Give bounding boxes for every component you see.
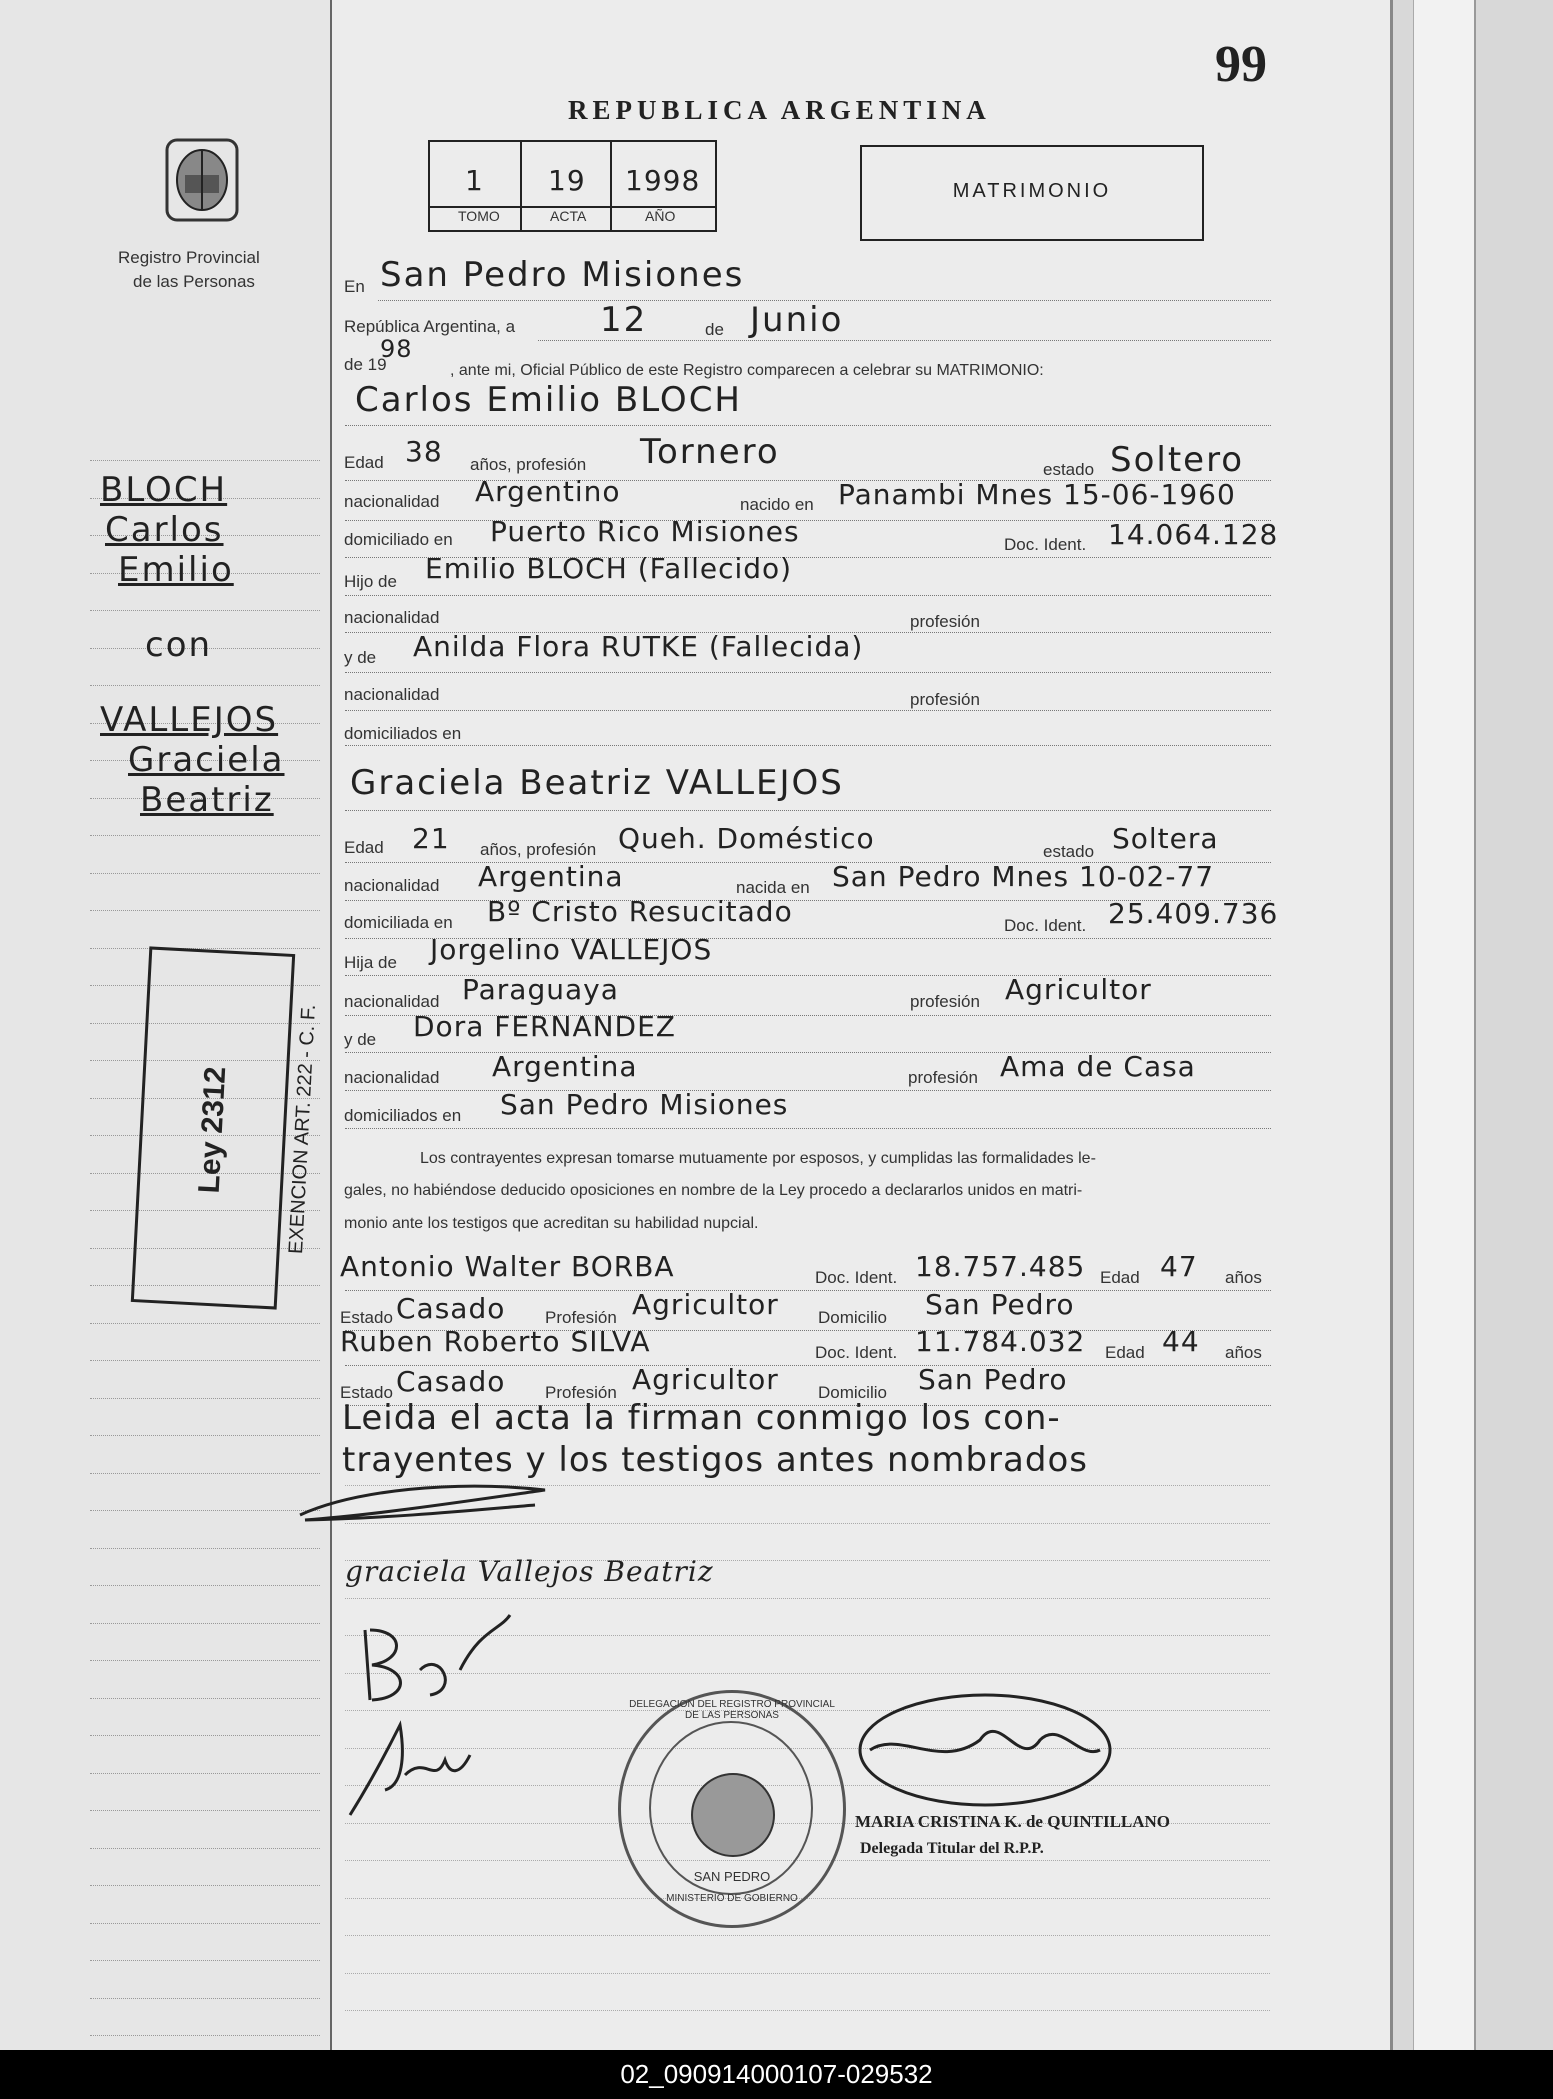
margin-rule [90, 1735, 320, 1736]
bride-nac2-label: nacionalidad [344, 992, 440, 1011]
witness2-prof-label: Profesión [545, 1383, 617, 1402]
declaration-line3: monio ante los testigos que acreditan su habilidad nupcial. [344, 1215, 759, 1232]
tomo-value: 1 [465, 164, 484, 197]
groom-padre: Emilio BLOCH (Fallecido) [425, 552, 793, 585]
margin-rule [90, 1623, 320, 1624]
margin-surname2: VALLEJOS [100, 700, 279, 740]
seal-city: SAN PEDRO [693, 1869, 771, 1884]
footer-id: 02_090914000107-029532 [0, 2050, 1553, 2099]
bride-padre-prof: Agricultor [1005, 973, 1152, 1006]
bride-prof2-label: profesión [910, 992, 980, 1011]
witness2-doc-label: Doc. Ident. [815, 1343, 898, 1362]
margin-rule [90, 1360, 320, 1361]
law-stamp [131, 946, 321, 1309]
margin-surname: BLOCH [100, 470, 228, 510]
groom-nac2-label: nacionalidad [344, 608, 440, 627]
bride-domicilio: Bº Cristo Resucitado [487, 895, 793, 928]
bride-prof3-label: profesión [908, 1068, 978, 1087]
official-name: MARIA CRISTINA K. de QUINTILLANO [855, 1812, 1171, 1831]
bride-profesion: Queh. Doméstico [618, 822, 875, 855]
office-line2: de las Personas [133, 272, 255, 291]
bride-padre-nac: Paraguaya [462, 973, 619, 1006]
groom-estado: Soltero [1110, 440, 1245, 480]
witness1-doc: 18.757.485 [915, 1250, 1086, 1283]
witness2-edad: 44 [1162, 1325, 1200, 1358]
margin-rule [90, 610, 320, 611]
date-de: de [705, 320, 724, 339]
seal-ministry: MINISTERIO DE GOBIERNO [666, 1893, 798, 1904]
office-line1: Registro Provincial [118, 248, 260, 267]
bride-nacida-label: nacida en [736, 878, 810, 897]
bride-nac-label: nacionalidad [344, 876, 440, 895]
page-rule [345, 1973, 1270, 1974]
bride-nac3-label: nacionalidad [344, 1068, 440, 1087]
margin-rule [90, 2035, 320, 2036]
witness2-edad-label: Edad [1105, 1343, 1145, 1362]
groom-yde-label: y de [344, 648, 377, 667]
coat-of-arms-icon [155, 130, 250, 230]
law-stamp-text: Ley 2312 [192, 1065, 233, 1195]
margin-rule [90, 1698, 320, 1699]
witness1-estado: Casado [396, 1292, 506, 1325]
groom-anos-label: años, profesión [470, 455, 587, 474]
margin-rule [90, 1885, 320, 1886]
witness2-anos: años [1225, 1343, 1262, 1362]
bride-padre: Jorgelino VALLEJOS [430, 933, 713, 966]
margin-rule [90, 685, 320, 686]
margin-rule [90, 1960, 320, 1961]
margin-rule [90, 1660, 320, 1661]
margin-rule [90, 460, 320, 461]
margin-rule [90, 1923, 320, 1924]
date-day: 12 [600, 300, 648, 340]
groom-domic-label: domiciliados en [344, 724, 462, 743]
acta-value: 19 [548, 164, 586, 197]
witness1-prof-label: Profesión [545, 1308, 617, 1327]
bride-estado: Soltera [1112, 822, 1219, 855]
closing-line2: trayentes y los testigos antes nombrados [342, 1440, 1088, 1480]
bride-madre: Dora FERNANDEZ [413, 1010, 676, 1043]
bride-doc: 25.409.736 [1108, 897, 1279, 930]
bride-anos-label: años, profesión [480, 840, 597, 859]
bride-edad-label: Edad [344, 838, 384, 857]
date-text: , ante mi, Oficial Público de este Registro comparecen a celebrar su MATRIMONIO: [450, 362, 1044, 379]
margin-rule [90, 1810, 320, 1811]
margin-rule [90, 1773, 320, 1774]
date-year: 98 [380, 335, 413, 363]
bride-madre-nac: Argentina [492, 1050, 638, 1083]
tomo-label: TOMO [458, 208, 500, 224]
groom-profesion: Tornero [640, 432, 780, 472]
date-year-prefix: de 19 [344, 355, 387, 374]
page-edge [1390, 0, 1553, 2050]
margin-rule [90, 1473, 320, 1474]
bride-edad: 21 [412, 822, 450, 855]
witness2-profesion: Agricultor [632, 1363, 779, 1396]
margin-second2: Beatriz [140, 780, 274, 820]
bride-yde-label: y de [344, 1030, 377, 1049]
country-title: REPUBLICA ARGENTINA [568, 95, 991, 125]
margin-rule [90, 1323, 320, 1324]
groom-domicilio: Puerto Rico Misiones [490, 515, 800, 548]
declaration-line2: gales, no habiéndose deducido oposiciones en nombre de la Ley procedo a declararlos unidos en matri- [344, 1182, 1083, 1199]
bride-dom-label: domiciliada en [344, 913, 453, 932]
margin-rule [90, 910, 320, 911]
margin-rule [90, 1398, 320, 1399]
groom-nacionalidad: Argentino [475, 475, 621, 508]
groom-madre: Anilda Flora RUTKE (Fallecida) [413, 630, 864, 663]
witness1-anos: años [1225, 1268, 1262, 1287]
ano-label: AÑO [645, 208, 676, 224]
official-title: Delegada Titular del R.P.P. [860, 1840, 1044, 1857]
groom-hijo-label: Hijo de [344, 572, 397, 591]
witness2-estado-label: Estado [340, 1383, 393, 1402]
official-signature [840, 1680, 1120, 1815]
margin-rule [90, 1848, 320, 1849]
bride-signature: graciela Vallejos Beatriz [345, 1555, 714, 1588]
groom-nacido-label: nacido en [740, 495, 814, 514]
en-label: En [344, 277, 365, 296]
groom-name: Carlos Emilio BLOCH [355, 380, 742, 420]
bride-nacionalidad: Argentina [478, 860, 624, 893]
witness1-edad-label: Edad [1100, 1268, 1140, 1287]
page-rule [345, 1935, 1270, 1936]
margin-second: Emilio [118, 550, 234, 590]
groom-nac-label: nacionalidad [344, 492, 440, 511]
margin-con: con [145, 625, 213, 665]
witness1-estado-label: Estado [340, 1308, 393, 1327]
margin-rule [90, 1548, 320, 1549]
witness1-doc-label: Doc. Ident. [815, 1268, 898, 1287]
date-prefix: República Argentina, a [344, 317, 516, 336]
seal-emblem-icon [691, 1773, 775, 1857]
seal-outer-text: DELEGACION DEL REGISTRO PROVINCIAL DE LAS PERSONAS [629, 1699, 835, 1721]
doc-type-box [860, 145, 1204, 241]
margin-rule [90, 1510, 320, 1511]
groom-dom-label: domiciliado en [344, 530, 453, 549]
doc-type: MATRIMONIO [952, 180, 1112, 202]
official-seal [618, 1690, 846, 1928]
groom-estado-label: estado [1043, 460, 1095, 479]
groom-doc: 14.064.128 [1108, 518, 1279, 551]
bride-doc-label: Doc. Ident. [1004, 916, 1087, 935]
closing-line1: Leida el acta la firman conmigo los con- [342, 1398, 1061, 1438]
groom-nacido: Panambi Mnes 15-06-1960 [838, 478, 1236, 511]
registry-box [428, 140, 717, 232]
groom-signature [295, 1470, 555, 1535]
bride-domicilio-padres: San Pedro Misiones [500, 1088, 789, 1121]
witness2-dom-label: Domicilio [818, 1383, 887, 1402]
groom-edad: 38 [405, 435, 443, 468]
exemption-text: EXENCION ART. 222 - C. F. [285, 1003, 321, 1255]
ano-value: 1998 [625, 164, 701, 197]
witness1-domicilio: San Pedro [925, 1288, 1075, 1321]
witness2-signature [345, 1715, 485, 1830]
witness2-estado: Casado [396, 1365, 506, 1398]
witness1-signature [350, 1610, 520, 1725]
witness2-name: Ruben Roberto SILVA [340, 1325, 651, 1358]
witness1-edad: 47 [1160, 1250, 1198, 1283]
groom-nac3-label: nacionalidad [344, 685, 440, 704]
bride-hija-label: Hija de [344, 953, 397, 972]
margin-rule [90, 835, 320, 836]
margin-first: Carlos [105, 510, 224, 550]
bride-name: Graciela Beatriz VALLEJOS [350, 763, 844, 803]
groom-doc-label: Doc. Ident. [1004, 535, 1087, 554]
bride-nacida: San Pedro Mnes 10-02-77 [832, 860, 1215, 893]
date-month: Junio [750, 300, 844, 340]
groom-prof2-label: profesión [910, 612, 980, 631]
witness1-dom-label: Domicilio [818, 1308, 887, 1327]
witness2-domicilio: San Pedro [918, 1363, 1068, 1396]
margin-rule [90, 873, 320, 874]
declaration-line1: Los contrayentes expresan tomarse mutuamente por esposos, y cumplidas las formalidades le- [420, 1150, 1096, 1167]
margin-rule [90, 1435, 320, 1436]
margin-first2: Graciela [128, 740, 285, 780]
witness1-profesion: Agricultor [632, 1288, 779, 1321]
bride-estado-label: estado [1043, 842, 1095, 861]
margin-rule [90, 1998, 320, 1999]
groom-edad-label: Edad [344, 453, 384, 472]
margin-rule [90, 1585, 320, 1586]
bride-madre-prof: Ama de Casa [1000, 1050, 1196, 1083]
page-rule [345, 2010, 1270, 2011]
page-rule [345, 1598, 1270, 1599]
acta-label: ACTA [550, 208, 587, 224]
witness1-name: Antonio Walter BORBA [340, 1250, 675, 1283]
bride-domic-label: domiciliados en [344, 1106, 462, 1125]
page-number: 99 [1215, 36, 1267, 93]
groom-prof3-label: profesión [910, 690, 980, 709]
witness2-doc: 11.784.032 [915, 1325, 1086, 1358]
place-value: San Pedro Misiones [380, 255, 745, 295]
